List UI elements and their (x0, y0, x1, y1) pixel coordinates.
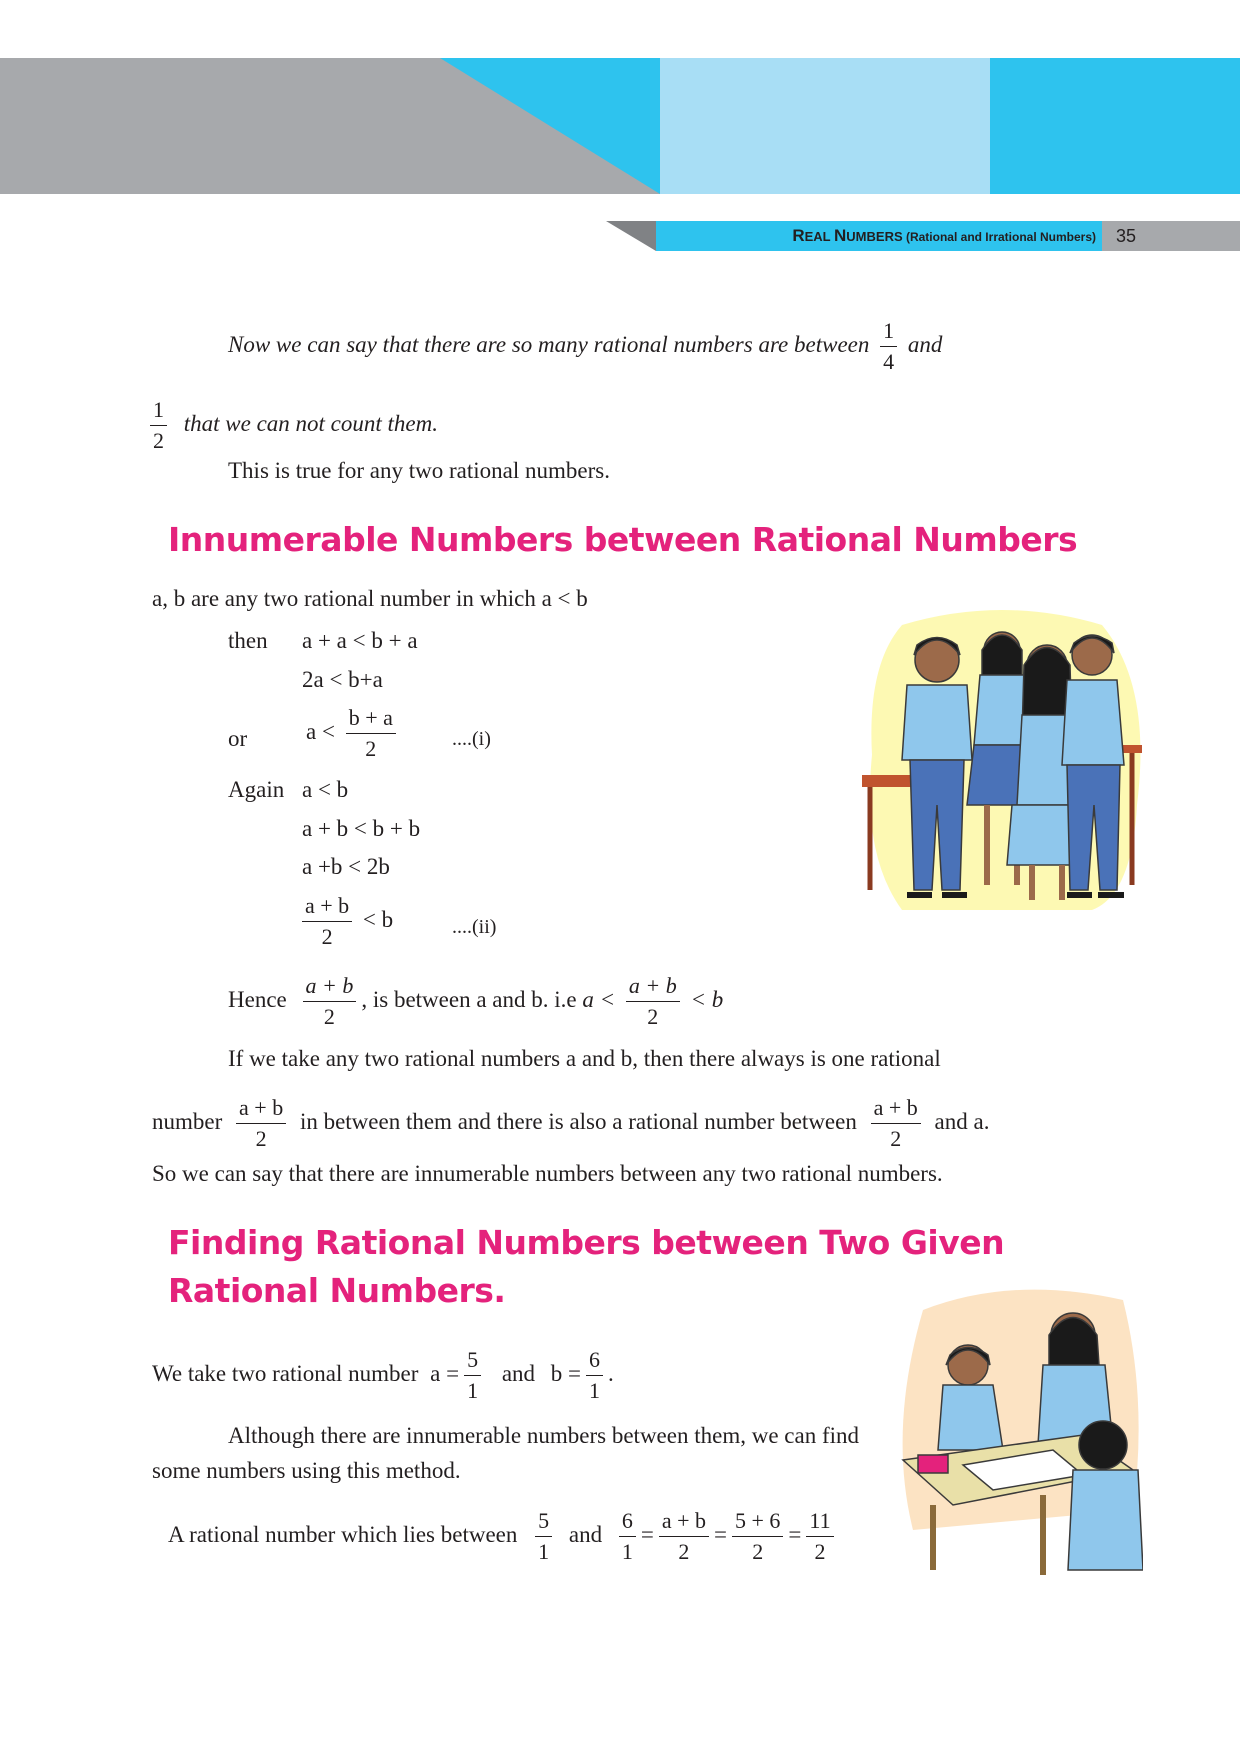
and-word: and (501, 1360, 536, 1386)
frac-num: a + b (236, 1095, 286, 1124)
section2-para-line-2: some numbers using this method. (152, 1458, 461, 1483)
section1-para-1: If we take any two rational numbers a and b, then there always is one rational (228, 1046, 941, 1071)
premise-text: a, b are any two rational number in which a < b (152, 586, 588, 611)
frac-num: a + b (871, 1095, 921, 1124)
lies-text: A rational number which lies between (168, 1521, 518, 1547)
equals-2: = (714, 1521, 727, 1547)
ie-lhs: a < (582, 986, 616, 1012)
hence-line (228, 973, 723, 1030)
fraction-one-quarter (880, 318, 897, 375)
fraction-ie (626, 973, 680, 1030)
step-7-rhs: < b (362, 906, 394, 932)
ie-rhs: < b (690, 986, 724, 1012)
take-text: We take two rational number (152, 1360, 419, 1386)
frac-den: 1 (467, 1378, 479, 1403)
or-label: or (228, 726, 248, 751)
fraction-b-plus-a-over-2 (346, 705, 396, 762)
period: . (608, 1360, 614, 1386)
section1-para-3: So we can say that there are innumerable numbers between any two rational numbers. (152, 1161, 943, 1186)
fraction-lies-11-over-2 (806, 1508, 833, 1565)
header-big-n: N (834, 226, 847, 245)
frac-den: 2 (752, 1539, 764, 1564)
then-label: then (228, 628, 268, 653)
frac-den: 1 (538, 1539, 550, 1564)
students-talking-drawing (862, 605, 1147, 925)
section2-para-line-1: Although there are innumerable numbers between them, we can find (228, 1423, 859, 1448)
fraction-hence (303, 973, 357, 1030)
frac-num: a + b (626, 973, 680, 1002)
para-2-mid: in between them and there is also a rational number between (299, 1108, 857, 1134)
frac-den: 1 (589, 1378, 601, 1403)
lies-between-line (168, 1508, 839, 1565)
a-equals: a = (430, 1360, 460, 1386)
frac-den: 2 (890, 1126, 902, 1151)
equation-tag-ii: ....(ii) (452, 916, 497, 938)
frac-num: a + b (303, 973, 357, 1002)
frac-den: 1 (621, 1539, 633, 1564)
hence-text: , is between a and b. i.e (361, 986, 577, 1012)
frac-num: 1 (150, 397, 167, 426)
b-equals: b = (550, 1360, 582, 1386)
step-7 (302, 893, 393, 950)
illustration-students-studying (893, 1280, 1143, 1580)
step-5: a + b < b + b (302, 816, 421, 841)
step-4: a < b (302, 777, 349, 802)
step-3-lhs: a < (306, 718, 335, 744)
intro-and: and (907, 331, 943, 357)
top-band-blue (990, 58, 1240, 194)
frac-den: 2 (814, 1539, 826, 1564)
fraction-between (871, 1095, 921, 1152)
intro-line-1 (228, 318, 942, 375)
frac-den: 4 (883, 349, 895, 374)
fraction-lies-5-plus-6 (732, 1508, 783, 1565)
fraction-6-over-1 (586, 1347, 603, 1404)
illustration-students-talking (862, 605, 1147, 925)
frac-num: 5 + 6 (732, 1508, 783, 1537)
frac-num: a + b (659, 1508, 709, 1537)
header-wedge (606, 221, 656, 251)
step-1: a + a < b + a (302, 628, 418, 653)
frac-den: 2 (678, 1539, 690, 1564)
and-word-2: and (568, 1521, 603, 1547)
frac-num: 6 (619, 1508, 636, 1537)
frac-den: 2 (323, 1004, 335, 1029)
frac-den: 2 (647, 1004, 659, 1029)
frac-num: 5 (464, 1347, 481, 1376)
header-subtitle: (Rational and Irrational Numbers) (902, 230, 1096, 244)
step-2: 2a < b+a (302, 667, 383, 692)
students-studying-drawing (893, 1280, 1143, 1580)
step-3 (306, 705, 401, 762)
section-heading-finding-line-1: Finding Rational Numbers between Two Given (168, 1223, 1005, 1262)
section1-para-2 (152, 1095, 989, 1152)
frac-num: b + a (346, 705, 396, 734)
frac-den: 2 (321, 924, 333, 949)
fraction-5-over-1 (464, 1347, 481, 1404)
fraction-a-plus-b-over-2 (302, 893, 352, 950)
header-small-2: UMBERS (846, 229, 903, 244)
intro-line-3: This is true for any two rational numbers. (228, 458, 610, 483)
top-band-light-blue (660, 58, 990, 194)
fraction-lies-5-1 (535, 1508, 552, 1565)
frac-num: 5 (535, 1508, 552, 1537)
intro-text-2: that we can not count them. (183, 410, 438, 436)
equals-3: = (788, 1521, 802, 1547)
equation-tag-i: ....(i) (452, 728, 491, 750)
intro-line-2 (150, 397, 438, 454)
hence-label: Hence (228, 986, 287, 1012)
equals-1: = (640, 1521, 654, 1547)
again-label: Again (228, 777, 285, 802)
frac-num: 11 (806, 1508, 833, 1537)
para-2-end: and a. (934, 1108, 990, 1134)
step-6: a +b < 2b (302, 854, 390, 879)
frac-den: 2 (153, 428, 164, 453)
section-heading-innumerable: Innumerable Numbers between Rational Numbers (168, 520, 1078, 559)
page-number: 35 (1102, 221, 1240, 251)
running-header (656, 221, 1102, 251)
header-small-1: EAL (804, 229, 835, 244)
section-heading-finding-line-2: Rational Numbers. (168, 1271, 506, 1310)
frac-num: a + b (302, 893, 352, 922)
header-big-r: R (792, 226, 805, 245)
frac-num: 1 (880, 318, 897, 347)
fraction-lies-6-1 (619, 1508, 636, 1565)
fraction-one-half (150, 397, 167, 454)
frac-num: 6 (586, 1347, 603, 1376)
fraction-number (236, 1095, 286, 1152)
frac-den: 2 (365, 736, 377, 761)
take-line (152, 1347, 614, 1404)
intro-text-1: Now we can say that there are so many rational numbers are between (228, 331, 870, 357)
number-word: number (152, 1108, 223, 1134)
fraction-lies-a-plus-b (659, 1508, 709, 1565)
frac-den: 2 (255, 1126, 267, 1151)
